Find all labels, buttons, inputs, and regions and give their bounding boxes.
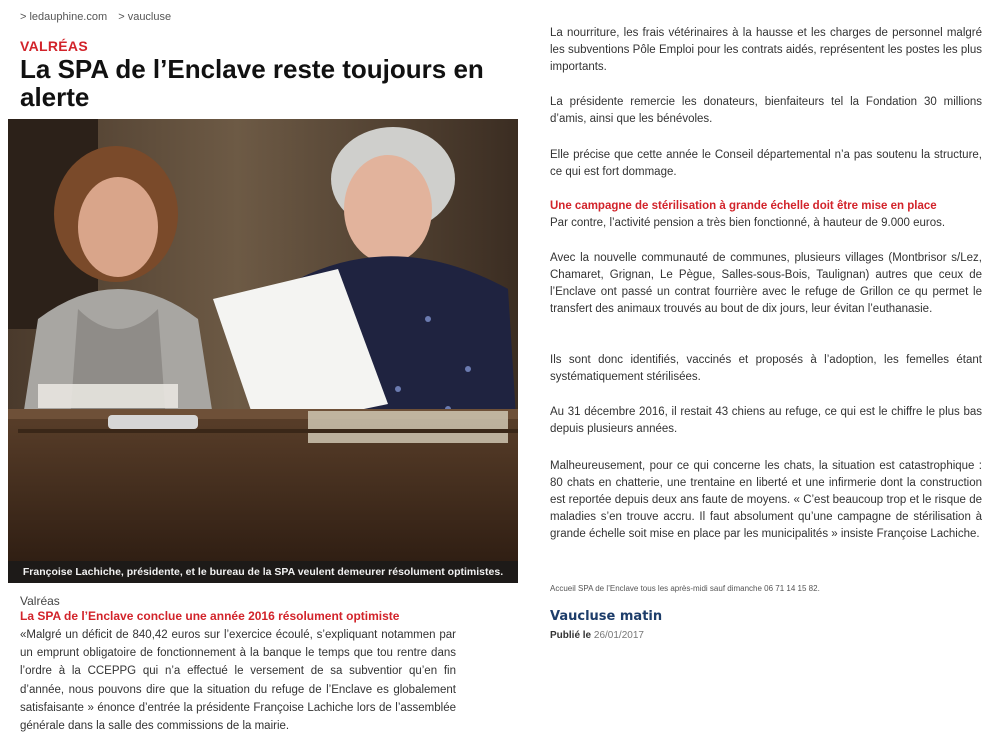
paragraph: Par contre, l’activité pension a très bien fonctionné, à hauteur de 9.000 euros. (550, 217, 946, 229)
photo-illustration (8, 119, 518, 583)
source-name: Vaucluse matin (550, 609, 663, 624)
published-line (550, 630, 644, 641)
article-photo (8, 119, 518, 583)
breadcrumb-site-link[interactable]: > ledauphine.com (20, 11, 108, 23)
lead-paragraph: «Malgré un déficit de 840,42 euros sur l’exercice écoulé, s’expliquant notammen par un emprunt obligatoire de fonctionnement à la banque le temps que tou rentre dans l’ordre à la CCEPPG qui n’a effectué le versement de sa subventior qu’en fin d’année, nous pouvons dire que la situation du refuge de l’Enclave es globalement satisfaisante » énonce d’entrée la présidente Françoise Lachiche lors de l’assemblée générale dans la salle des commissions de la mairie. (20, 629, 456, 733)
article-headline: La SPA de l’Enclave reste toujours en alerte (20, 54, 484, 112)
breadcrumb-section-link[interactable]: > vaucluse (118, 11, 172, 23)
paragraph: Elle précise que cette année le Conseil départemental n’a pas soutenu la structure, ce qui est fort dommage. (550, 149, 982, 178)
breadcrumb (20, 11, 179, 23)
section-label: VALRÉAS (20, 38, 88, 54)
sub-headline: La SPA de l’Enclave conclue une année 2016 résolument optimiste (20, 609, 400, 623)
paragraph: Ils sont donc identifiés, vaccinés et proposés à l’adoption, les femelles étant systématiquement stérilisées. (550, 354, 982, 383)
paragraph: Malheureusement, pour ce qui concerne les chats, la situation est catastrophique : 80 chats en chatterie, une trentaine en liberté et une infirmerie dont la construction est reportée depuis deux ans faute de moyens. « C’est beaucoup trop et le risque de maladies s’en trouve accru. Il faut absolument qu’une campagne de stérilisation à grande échelle soit mise en place par les municipalités » insiste Françoise Lachiche. (550, 460, 982, 540)
top-cut-divider (550, 0, 750, 3)
crosshead: Une campagne de stérilisation à grande échelle doit être mise en place (550, 200, 937, 212)
photo-caption: Françoise Lachiche, présidente, et le bureau de la SPA veulent demeurer résolument optimistes. (8, 561, 518, 583)
published-label: Publié le (550, 630, 592, 641)
paragraph: Avec la nouvelle communauté de communes, plusieurs villages (Montbrisor s/Lez, Chamaret, Grignan, Le Pègue, Salles-sous-Bois, Taulignan) autres que ceux de l’Enclave ont passé un contrat fourrière avec le refuge de Grillon ce qu permet le transfert des animaux trouvés au bout de dix jours, leur évitan l’euthanasie. (550, 252, 982, 315)
paragraph: La présidente remercie les donateurs, bienfaiteurs tel la Fondation 30 millions d’amis, ainsi que les bénévoles. (550, 96, 982, 125)
sub-section-label: Valréas (20, 594, 60, 608)
right-article-column (536, 0, 994, 748)
published-date: 26/01/2017 (593, 630, 644, 641)
paragraph: La nourriture, les frais vétérinaires à la hausse et les charges de personnel malgré les subventions Pôle Emploi pour les contrats aidés, représentent les postes les plus importants. (550, 27, 982, 73)
paragraph: Au 31 décembre 2016, il restait 43 chiens au refuge, ce qui est le chiffre le plus bas depuis plusieurs années. (550, 406, 982, 435)
footnote: Accueil SPA de l’Enclave tous les après-midi sauf dimanche 06 71 14 15 82. (550, 584, 820, 593)
